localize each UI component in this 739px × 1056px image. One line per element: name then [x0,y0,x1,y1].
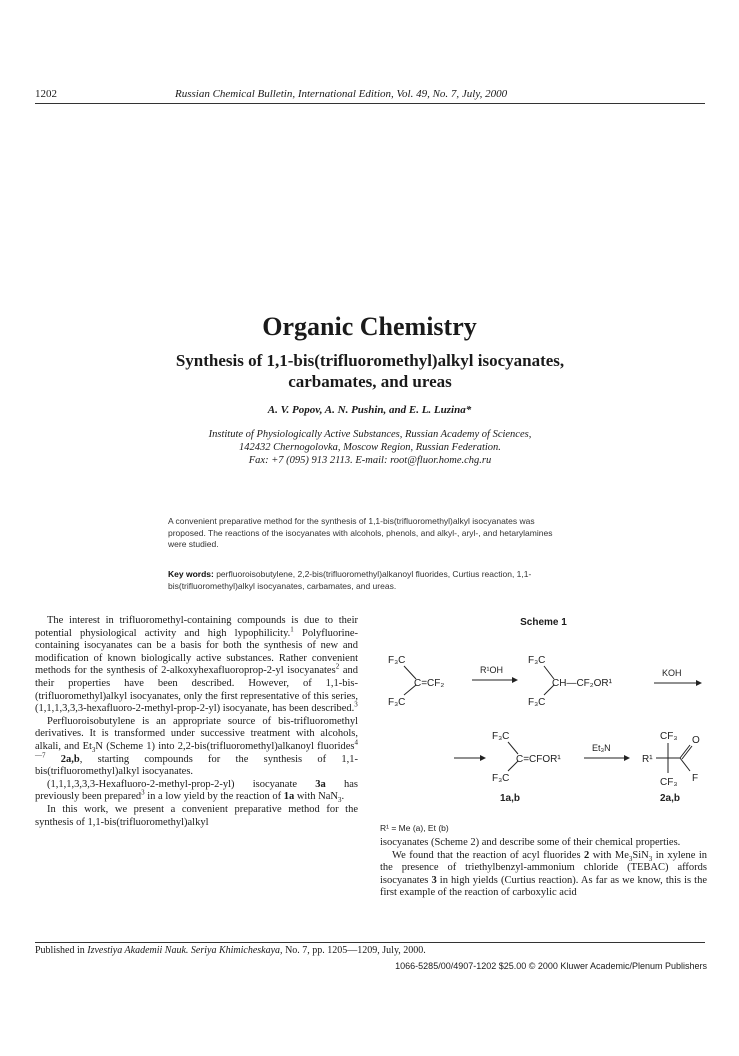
cf3-group: F₃C [528,697,546,708]
abstract: A convenient preparative method for the synthesis of 1,1-bis(trifluoromethyl)alkyl isocyanates was proposed. The reactions of the isocyanates with alcohols, phenols, and alkyl-, aryl-, and hetarylamines were studied. [168,516,553,549]
bond-line [680,758,690,771]
keywords [168,569,573,592]
subscript: 3 [648,854,653,863]
text: No. 7, pp. 1205—1209, July, 2000. [282,945,426,956]
paragraph [35,779,358,804]
text: in high yields (Curtius reaction). As far as we know, this is the first example of the reaction of carboxylic acid [380,874,707,899]
scheme-label: Scheme 1 [520,617,567,628]
text: in a low yield by the reaction of [144,791,284,803]
text: SiN [632,849,649,861]
affiliation-line: Institute of Physiologically Active Substances, Russian Academy of Sciences, [208,429,532,440]
text: Published in [35,945,88,956]
compound-label: 1a,b [500,793,521,804]
arrow-head [624,755,630,761]
olefin-group: C=CF₂ [414,678,445,689]
compound-ref: 3a [315,778,326,790]
subscript: 3 [337,796,342,805]
ether-group: CH—CF₂OR¹ [552,678,612,689]
r1-group: R¹ [642,754,653,765]
scheme-legend: R¹ = Me (a), Et (b) [380,823,449,833]
title-line-1: Synthesis of 1,1-bis(trifluoromethyl)alkyl isocyanates, [175,351,565,370]
article-title [100,350,640,392]
cf3-group: F₃C [528,655,546,666]
body-left-column [35,615,358,829]
text: , starting compounds for the synthesis of 1,1-bis(trifluoromethyl)alkyl isocyanates. [35,753,359,778]
text: . [341,791,345,803]
oxygen-atom: O [692,735,700,746]
compound-label: 2a,b [660,793,681,804]
affiliation [100,428,640,467]
cf3-group: F₃C [388,655,406,666]
reagent-label: R¹OH [480,665,503,675]
cf3-group: F₃C [388,697,406,708]
citation: 2 [335,662,340,671]
citation: 1 [290,625,294,634]
compound-ref: 2a,b [45,753,80,765]
text: with NaN [294,791,338,803]
paragraph: isocyanates (Scheme 2) and describe some of their chemical properties. [380,837,681,848]
bond-line [682,746,692,759]
ester-group: C=CFOR¹ [516,754,561,765]
paragraph [35,716,358,779]
page-number: 1202 [35,88,57,100]
keywords-label: Key words: [168,569,214,579]
text: has previously been prepared [35,778,358,803]
text: Perfluoroisobutylene is an appropriate source of bis-trifluoromethyl derivatives. It is transformed under successive treatment with alcohols, alkali, and Et [35,715,358,752]
compound-ref: 2 [584,849,590,861]
arrow-head [696,680,702,686]
copyright-line: 1066-5285/00/4907-1202 $25.00 © 2000 Kluwer Academic/Plenum Publishers [395,961,707,971]
affiliation-line: Fax: +7 (095) 913 2113. E-mail: root@fluor.home.chg.ru [248,455,492,466]
publication-note [35,945,426,956]
paragraph [380,850,707,900]
reagent-label: Et₃N [592,743,611,753]
text: The interest in trifluoromethyl-containing compounds is due to their potential physiological activity and high lypophilicity. [35,615,358,639]
affiliation-line: 142432 Chernogolovka, Moscow Region, Russian Federation. [239,442,501,453]
citation: 4—7 [35,738,358,760]
text: (1,1,1,3,3,3-Hexafluoro-2-methyl-prop-2-yl) isocyanate [47,778,316,790]
cf3-group: F₃C [492,731,510,742]
text: N (Scheme 1) into 2,2-bis(trifluoromethyl)alkanoyl fluorides [95,740,355,752]
footer-rule [35,942,705,943]
bond-line [680,745,690,758]
reagent-label: KOH [662,668,682,678]
section-title: Organic Chemistry [262,312,477,341]
cf3-group: CF₃ [660,731,678,742]
keywords-text: perfluoroisobutylene, 2,2-bis(trifluoromethyl)alkanoyl fluorides, Curtius reaction, 1,1-bis(trifluoromethyl)alkyl isocyanates, carbamates, and ureas. [168,569,532,591]
citation: 3 [141,788,145,797]
subscript: 3 [91,746,96,755]
journal-header: Russian Chemical Bulletin, International Edition, Vol. 49, No. 7, July, 2000 [175,88,508,100]
authors: A. V. Popov, A. N. Pushin, and E. L. Luzina* [267,404,472,416]
arrow-head [512,677,518,683]
cf3-group: CF₃ [660,777,678,788]
subscript: 3 [628,854,633,863]
text: in xylene in the presence of triethylbenzyl-ammonium chloride (TEBAC) affords isocyanates [380,849,707,886]
header-rule [35,103,705,104]
cf3-group: F₃C [492,773,510,784]
text: Polyfluorine-containing isocyanates can be a basis for both the synthesis of new and modification of known biologically active substances. Rather convenient methods for the synthesis of 2-alkoxyhexafluoroprop-2-yl isocyanates [35,627,358,677]
bond-line [508,742,518,754]
paragraph: In this work, we present a convenient preparative method for the synthesis of 1,1-bis(trifluoromethyl)alkyl [35,803,358,828]
compound-ref: 1a [283,791,295,803]
title-line-2: carbamates, and ureas [288,372,452,391]
journal-name: Izvestiya Akademii Nauk. Seriya Khimicheskaya, [87,945,283,956]
scheme-diagram [380,635,710,835]
arrow-head [480,755,486,761]
text: and their properties have been described. However, of 1,1-bis-(trifluoromethyl)alkyl isocyanates, only the first representative of this series, (1,1,1,3,3,3-hexafluoro-2-methyl-prop-2-yl) isocyanate, has been described. [35,665,358,715]
body-right-column [380,837,707,900]
text: We found that the reaction of acyl fluorides [392,849,585,861]
citation: 3 [354,700,358,709]
text: with Me [589,849,629,861]
compound-ref: 3 [431,874,437,886]
fluorine-atom: F [692,773,699,784]
paragraph [35,615,358,716]
